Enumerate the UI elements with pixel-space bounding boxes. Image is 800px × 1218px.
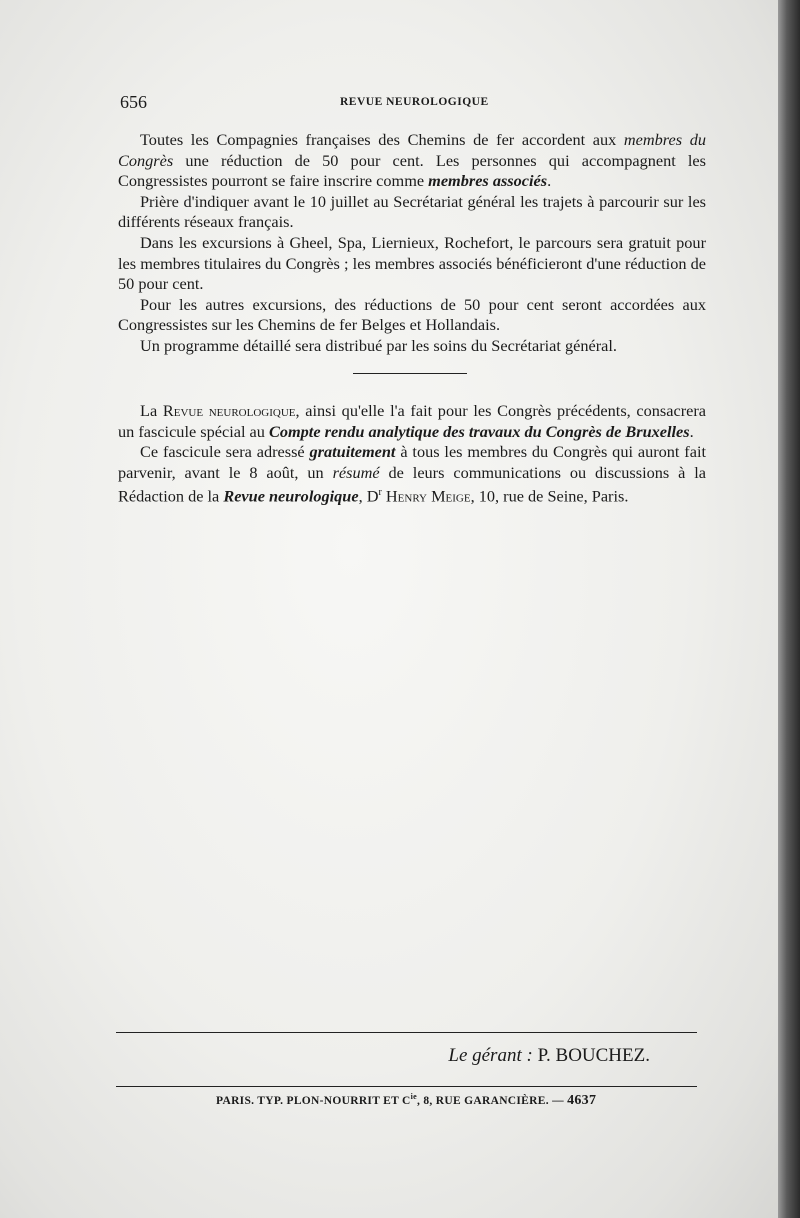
paragraph: Ce fascicule sera adressé gratuitement à tous les membres du Congrès qui auront fait parvenir, avant le 8 août, un résumé de leurs communications ou discussions à la Rédaction de la Revue neurologique, $D^r$ Henry Meige, 10, rue de Seine, Paris. [118, 442, 707, 506]
paragraph: Toutes les Compagnies françaises des Chemins de fer accordent aux membres du Congrès une réduction de 50 pour cent. Les personnes qui accompagnent les Congressistes pourront se faire inscrire comme membres associés. [118, 130, 706, 191]
paragraph: Prière d'indiquer avant le 10 juillet au Secrétariat général les trajets à parcourir sur les différents réseaux français. [118, 191, 706, 232]
running-head: REVUE NEUROLOGIQUE [340, 96, 489, 108]
signature-line [448, 1045, 650, 1067]
notice-railways [118, 130, 706, 357]
gerant-name: P. BOUCHEZ. [537, 1045, 650, 1066]
paragraph: Un programme détaillé sera distribué par les soins du Secrétariat général. [140, 335, 617, 355]
gerant-label: Le gérant : [448, 1045, 533, 1066]
paragraph: Dans les excursions à Gheel, Spa, Liernieux, Rochefort, le parcours sera gratuit pour les membres titulaires du Congrès ; les membres associés bénéficieront d'une réduction de 50 pour cent. [118, 232, 706, 294]
paragraph: Pour les autres excursions, des réductions de 50 pour cent seront accordées aux Congressistes sur les Chemins de fer Belges et Hollandais. [118, 294, 706, 335]
notice-fascicule [118, 401, 706, 507]
paragraph: La Revue neurologique, ainsi qu'elle l'a fait pour les Congrès précédents, consacrera un fascicule spécial au Compte rendu analytique des travaux du Congrès de Bruxelles. [118, 401, 706, 441]
page-number: 656 [120, 92, 147, 112]
page-edge-shadow [778, 0, 800, 1218]
section-separator [353, 373, 467, 374]
printer-imprint: PARIS. TYP. PLON-NOURRIT ET $C^{ie}$, 8, RUE GARANCIÈRE. — 4637 [216, 1092, 597, 1108]
footer-rule-bottom [116, 1086, 697, 1087]
footer-rule-top [116, 1032, 697, 1033]
